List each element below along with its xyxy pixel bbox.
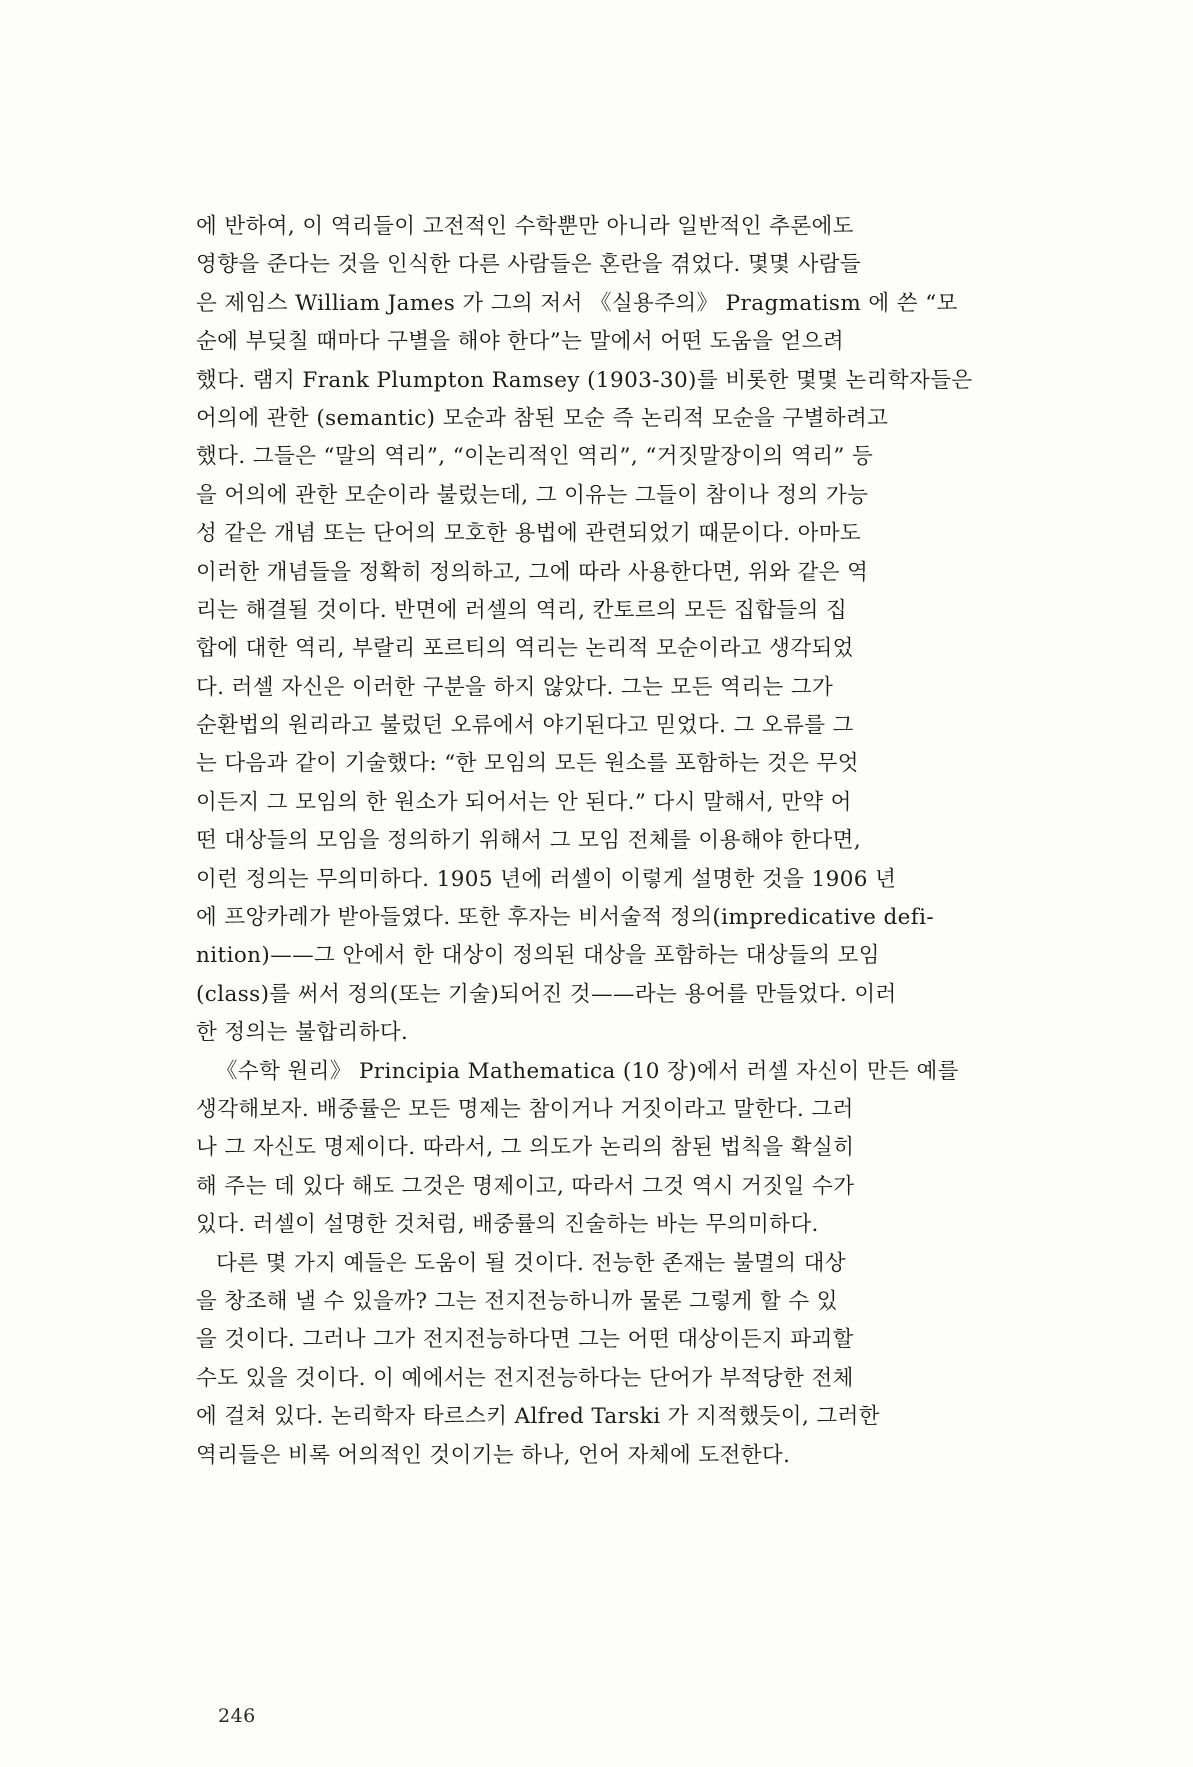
text-line: 한 정의는 불합리하다. <box>196 1020 409 1046</box>
text-line: 은 제임스 William James 가 그의 저서 《실용주의》 Pragmatism 에 쓴 “모 <box>196 290 958 316</box>
text-line: 을 어의에 관한 모순이라 불렀는데, 그 이유는 그들이 참이나 정의 가능 <box>196 482 869 508</box>
text-line: 어의에 관한 (semantic) 모순과 참된 모순 즉 논리적 모순을 구별하려고 <box>196 405 889 431</box>
text-line: 에 반하여, 이 역리들이 고전적인 수학뿐만 아니라 일반적인 추론에도 <box>196 214 854 239</box>
text-line: 에 프앙카레가 받아들였다. 또한 후자는 비서술적 정의(impredicative defi- <box>196 905 935 931</box>
text-line: 는 다음과 같이 기술했다: “한 모임의 모든 원소를 포함하는 것은 무엇 <box>196 751 859 777</box>
text-line: 다. 러셀 자신은 이러한 구분을 하지 않았다. 그는 모든 역리는 그가 <box>196 674 834 700</box>
text-line: 이러한 개념들을 정확히 정의하고, 그에 따라 사용한다면, 위와 같은 역 <box>196 559 869 585</box>
text-line: 수도 있을 것이다. 이 예에서는 전지전능하다는 단어가 부적당한 전체 <box>196 1365 854 1391</box>
text-line: 이든지 그 모임의 한 원소가 되어서는 안 된다.” 다시 말해서, 만약 어 <box>196 789 852 815</box>
page-number: 246 <box>218 1705 256 1727</box>
body-text <box>196 208 973 1475</box>
text-line: 생각해보자. 배중률은 모든 명제는 참이거나 거짓이라고 말한다. 그러 <box>196 1096 854 1122</box>
text-line: 떤 대상들의 모임을 정의하기 위해서 그 모임 전체를 이용해야 한다면, <box>196 828 862 854</box>
text-line: 순에 부딪칠 때마다 구별을 해야 한다”는 말에서 어떤 도움을 얻으려 <box>196 329 845 355</box>
text-line: 에 걸쳐 있다. 논리학자 타르스키 Alfred Tarski 가 지적했듯이, 그러한 <box>196 1404 880 1430</box>
text-line: 다른 몇 가지 예들은 도움이 될 것이다. 전능한 존재는 불멸의 대상 <box>216 1250 846 1276</box>
text-line: 영향을 준다는 것을 인식한 다른 사람들은 혼란을 겪었다. 몇몇 사람들 <box>196 252 862 278</box>
text-line: 이런 정의는 무의미하다. 1905 년에 러셀이 이렇게 설명한 것을 1906 년 <box>196 866 897 892</box>
text-line: (class)를 써서 정의(또는 기술)되어진 것——라는 용어를 만들었다. 이러 <box>196 981 897 1007</box>
text-line: 《수학 원리》 Principia Mathematica (10 장)에서 러셀 자신이 만든 예를 <box>216 1058 959 1084</box>
text-line: 있다. 러셀이 설명한 것처럼, 배중률의 진술하는 바는 무의미하다. <box>196 1212 819 1238</box>
text-line: nition)——그 안에서 한 대상이 정의된 대상을 포함하는 대상들의 모임 <box>196 943 880 969</box>
text-line: 해 주는 데 있다 해도 그것은 명제이고, 따라서 그것 역시 거짓일 수가 <box>196 1173 855 1199</box>
text-line: 합에 대한 역리, 부랄리 포르티의 역리는 논리적 모순이라고 생각되었 <box>196 636 854 662</box>
text-line: 했다. 그들은 “말의 역리”, “이논리적인 역리”, “거짓말장이의 역리” 등 <box>196 444 874 470</box>
text-line: 나 그 자신도 명제이다. 따라서, 그 의도가 논리의 참된 법칙을 확실히 <box>196 1135 855 1161</box>
text-line: 성 같은 개념 또는 단어의 모호한 용법에 관련되었기 때문이다. 아마도 <box>196 521 862 547</box>
text-line: 을 것이다. 그러나 그가 전지전능하다면 그는 어떤 대상이든지 파괴할 <box>196 1327 854 1353</box>
text-line: 했다. 램지 Frank Plumpton Ramsey (1903-30)를 비롯한 몇몇 논리학자들은 <box>196 367 973 393</box>
text-line: 을 창조해 낼 수 있을까? 그는 전지전능하니까 물론 그렇게 할 수 있 <box>196 1288 838 1314</box>
text-line: 순환법의 원리라고 불렀던 오류에서 야기된다고 믿었다. 그 오류를 그 <box>196 713 854 739</box>
text-line: 역리들은 비록 어의적인 것이기는 하나, 언어 자체에 도전한다. <box>196 1442 791 1468</box>
text-line: 리는 해결될 것이다. 반면에 러셀의 역리, 칸토르의 모든 집합들의 집 <box>196 597 848 623</box>
